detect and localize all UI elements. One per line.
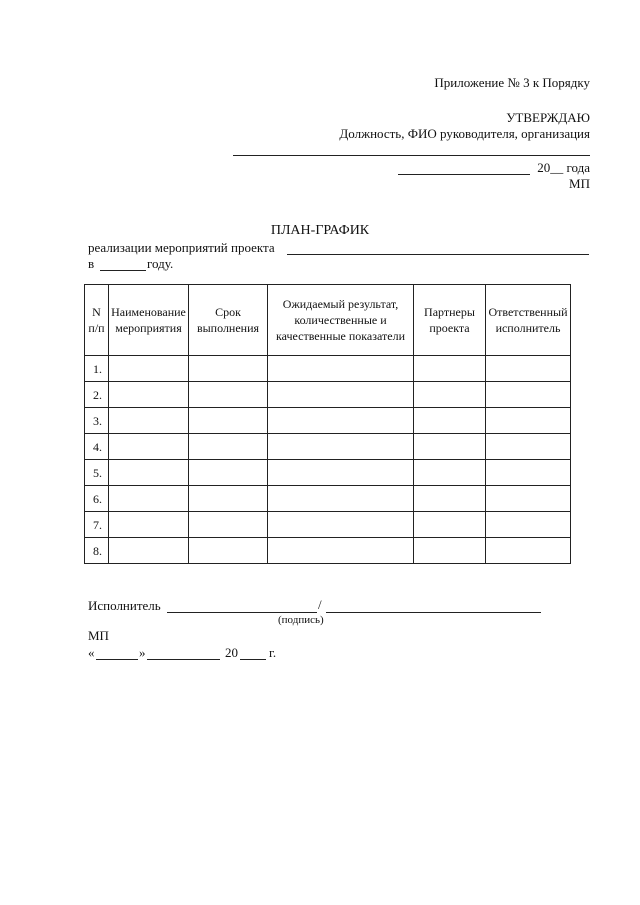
table-row: [85, 512, 571, 538]
date-open-quote: «: [88, 645, 95, 660]
table-row: [85, 382, 571, 408]
cell: [189, 382, 268, 408]
header-responsible: Ответственный исполнитель: [486, 285, 571, 356]
table-row: [85, 356, 571, 382]
cell: [189, 408, 268, 434]
row-number: 7.: [85, 512, 109, 538]
cell: [189, 460, 268, 486]
table-row: [85, 408, 571, 434]
cell: [268, 382, 414, 408]
executor-label: Исполнитель: [88, 598, 161, 613]
cell: [414, 538, 486, 564]
executor-signature-line: [167, 612, 317, 613]
cell: [109, 512, 189, 538]
approver-position-caption: Должность, ФИО руководителя, организация: [339, 126, 590, 141]
row-number: 8.: [85, 538, 109, 564]
header-partners: Партнеры проекта: [414, 285, 486, 356]
document-title: ПЛАН-ГРАФИК: [270, 223, 370, 238]
footer-stamp: МП: [88, 628, 109, 643]
cell: [109, 356, 189, 382]
cell: [414, 382, 486, 408]
approval-date-line: [398, 174, 530, 175]
cell: [268, 486, 414, 512]
cell: [486, 460, 571, 486]
row-number: 2.: [85, 382, 109, 408]
cell: [486, 408, 571, 434]
cell: [414, 408, 486, 434]
cell: [486, 512, 571, 538]
approval-date: 20__ года: [537, 160, 590, 175]
table-row: [85, 460, 571, 486]
cell: [109, 486, 189, 512]
cell: [486, 538, 571, 564]
cell: [486, 382, 571, 408]
cell: [268, 512, 414, 538]
cell: [414, 356, 486, 382]
cell: [268, 408, 414, 434]
row-number: 4.: [85, 434, 109, 460]
cell: [109, 408, 189, 434]
cell: [189, 512, 268, 538]
row-number: 6.: [85, 486, 109, 512]
header-number: N п/п: [85, 285, 109, 356]
cell: [414, 512, 486, 538]
cell: [109, 434, 189, 460]
row-number: 3.: [85, 408, 109, 434]
cell: [486, 434, 571, 460]
cell: [189, 356, 268, 382]
approval-heading: УТВЕРЖДАЮ: [506, 110, 590, 125]
document-subtitle: реализации мероприятий проекта: [88, 240, 275, 255]
cell: [414, 486, 486, 512]
header-deadline: Срок выполнения: [189, 285, 268, 356]
cell: [109, 460, 189, 486]
appendix-reference: Приложение № 3 к Порядку: [434, 75, 590, 90]
cell: [189, 434, 268, 460]
header-stamp: МП: [569, 176, 590, 191]
table-row: [85, 538, 571, 564]
cell: [189, 486, 268, 512]
year-line: [100, 270, 146, 271]
approver-signature-line: [233, 155, 590, 156]
date-year-prefix: 20: [225, 645, 238, 660]
signature-slash: /: [318, 597, 322, 612]
cell: [268, 538, 414, 564]
date-year-line: [240, 659, 266, 660]
cell: [268, 434, 414, 460]
cell: [268, 460, 414, 486]
header-expected-result: Ожидаемый результат, количественные и качественные показатели: [268, 285, 414, 356]
cell: [109, 538, 189, 564]
year-prefix: в: [88, 256, 95, 271]
cell: [189, 538, 268, 564]
date-month-line: [147, 659, 220, 660]
cell: [486, 356, 571, 382]
year-suffix: году.: [147, 256, 174, 271]
executor-name-line: [326, 612, 541, 613]
schedule-table: [84, 284, 571, 564]
header-activity-name: Наименование мероприятия: [109, 285, 189, 356]
date-year-suffix: г.: [269, 645, 277, 660]
cell: [486, 486, 571, 512]
table-header-row: [85, 285, 571, 356]
project-name-line: [287, 254, 589, 255]
cell: [109, 382, 189, 408]
table-row: [85, 486, 571, 512]
row-number: 5.: [85, 460, 109, 486]
cell: [414, 460, 486, 486]
cell: [414, 434, 486, 460]
date-close-quote: »: [139, 645, 146, 660]
row-number: 1.: [85, 356, 109, 382]
table-row: [85, 434, 571, 460]
date-day-line: [96, 659, 138, 660]
cell: [268, 356, 414, 382]
signature-caption: (подпись): [278, 614, 324, 626]
